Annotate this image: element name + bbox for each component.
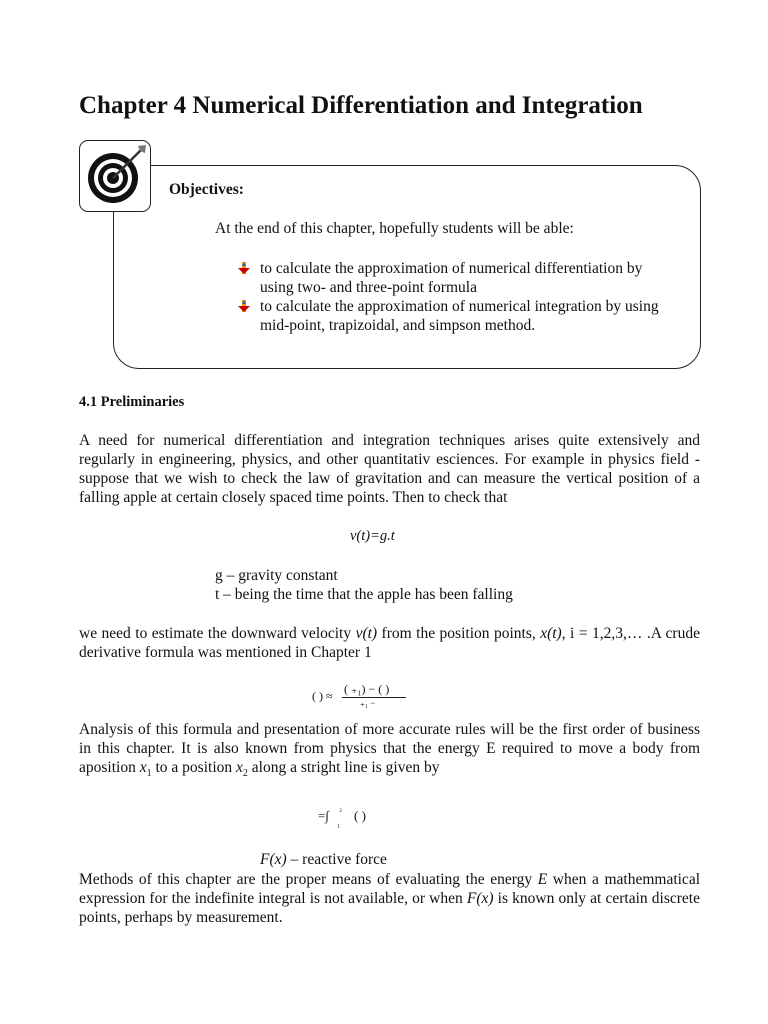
bullet-arrow-icon [238,262,250,274]
subscript: 2 [242,768,248,780]
text-run: , i = 1,2,3,… .A crude derivative formula was mentioned in Chapter 1 [79,625,700,661]
objective-line: to calculate the approximation of numerical integration by using [260,298,659,315]
objective-item [238,297,700,335]
objective-line: using two- and three-point formula [260,279,477,296]
objectives-intro: At the end of this chapter, hopefully students will be able: [215,220,574,237]
definition-force [260,850,387,869]
text-run: to a position [151,759,236,776]
objective-item [238,259,700,297]
page-title: Chapter 4 Numerical Differentiation and Integration [79,92,643,119]
eq-denominator: ₊₁ − [360,698,376,708]
objective-line: to calculate the approximation of numerical differentiation by [260,260,643,277]
text-run: from the position points, [377,625,541,642]
definition-t: t – being the time that the apple has been falling [215,586,513,603]
text-run: when a mathemmatical expression for the indefinite integral is not available, or when [79,871,700,907]
math-x1: x [139,759,147,776]
eq-numerator: ( ₊₁) − ( ) [344,682,390,696]
section-heading: 4.1 Preliminaries [79,394,185,410]
text-run: is known only at certain discrete points, perhaps by measurement. [79,890,700,926]
eq-lower-limit: ₁ [337,818,341,828]
math-v: v(t) [355,625,378,642]
bullet-arrow-icon [238,300,250,312]
paragraph [79,624,700,662]
math-x: x(t) [540,625,562,642]
eq-lhs: ( ) ≈ [312,689,333,703]
eq-upper-limit: ₂ [339,802,343,812]
paragraph [79,720,700,783]
paragraph [79,870,700,927]
subscript: 1 [146,768,152,780]
math-f: F(x) [260,851,287,868]
objective-line: mid-point, trapizoidal, and simpson method. [260,317,536,334]
paragraph-text: A need for numerical differentiation and integration techniques arises quite extensively and regularly in engineering, physics, and other quantitativ esciences. For example in physics field - suppose that we wish to check the law of gravitation and can measure the vertical position of a falling apple at certain closely spaced time points. Then to check that [79,432,700,506]
paragraph [79,431,700,507]
target-icon [79,140,151,212]
equation-velocity: v(t)=g.t [350,528,395,544]
text-run: Analysis of this formula and presentation of more accurate rules will be the first order of business in this chapter. It is also known from physics that the energy E required to move a body from aposition [79,721,700,776]
objectives-heading: Objectives: [169,181,244,198]
text-run: – reactive force [286,851,387,868]
text-run: along a stright line is given by [247,759,440,776]
eq-rhs: ( ) [354,808,366,823]
text-run: Methods of this chapter are the proper means of evaluating the energy [79,871,538,888]
definition-g: g – gravity constant [215,567,338,584]
text-run: we need to estimate the downward velocity [79,625,356,642]
eq-lhs: =∫ [318,808,329,823]
math-e: E [537,871,548,888]
math-f: F(x) [466,890,494,907]
math-x2: x [236,759,243,776]
